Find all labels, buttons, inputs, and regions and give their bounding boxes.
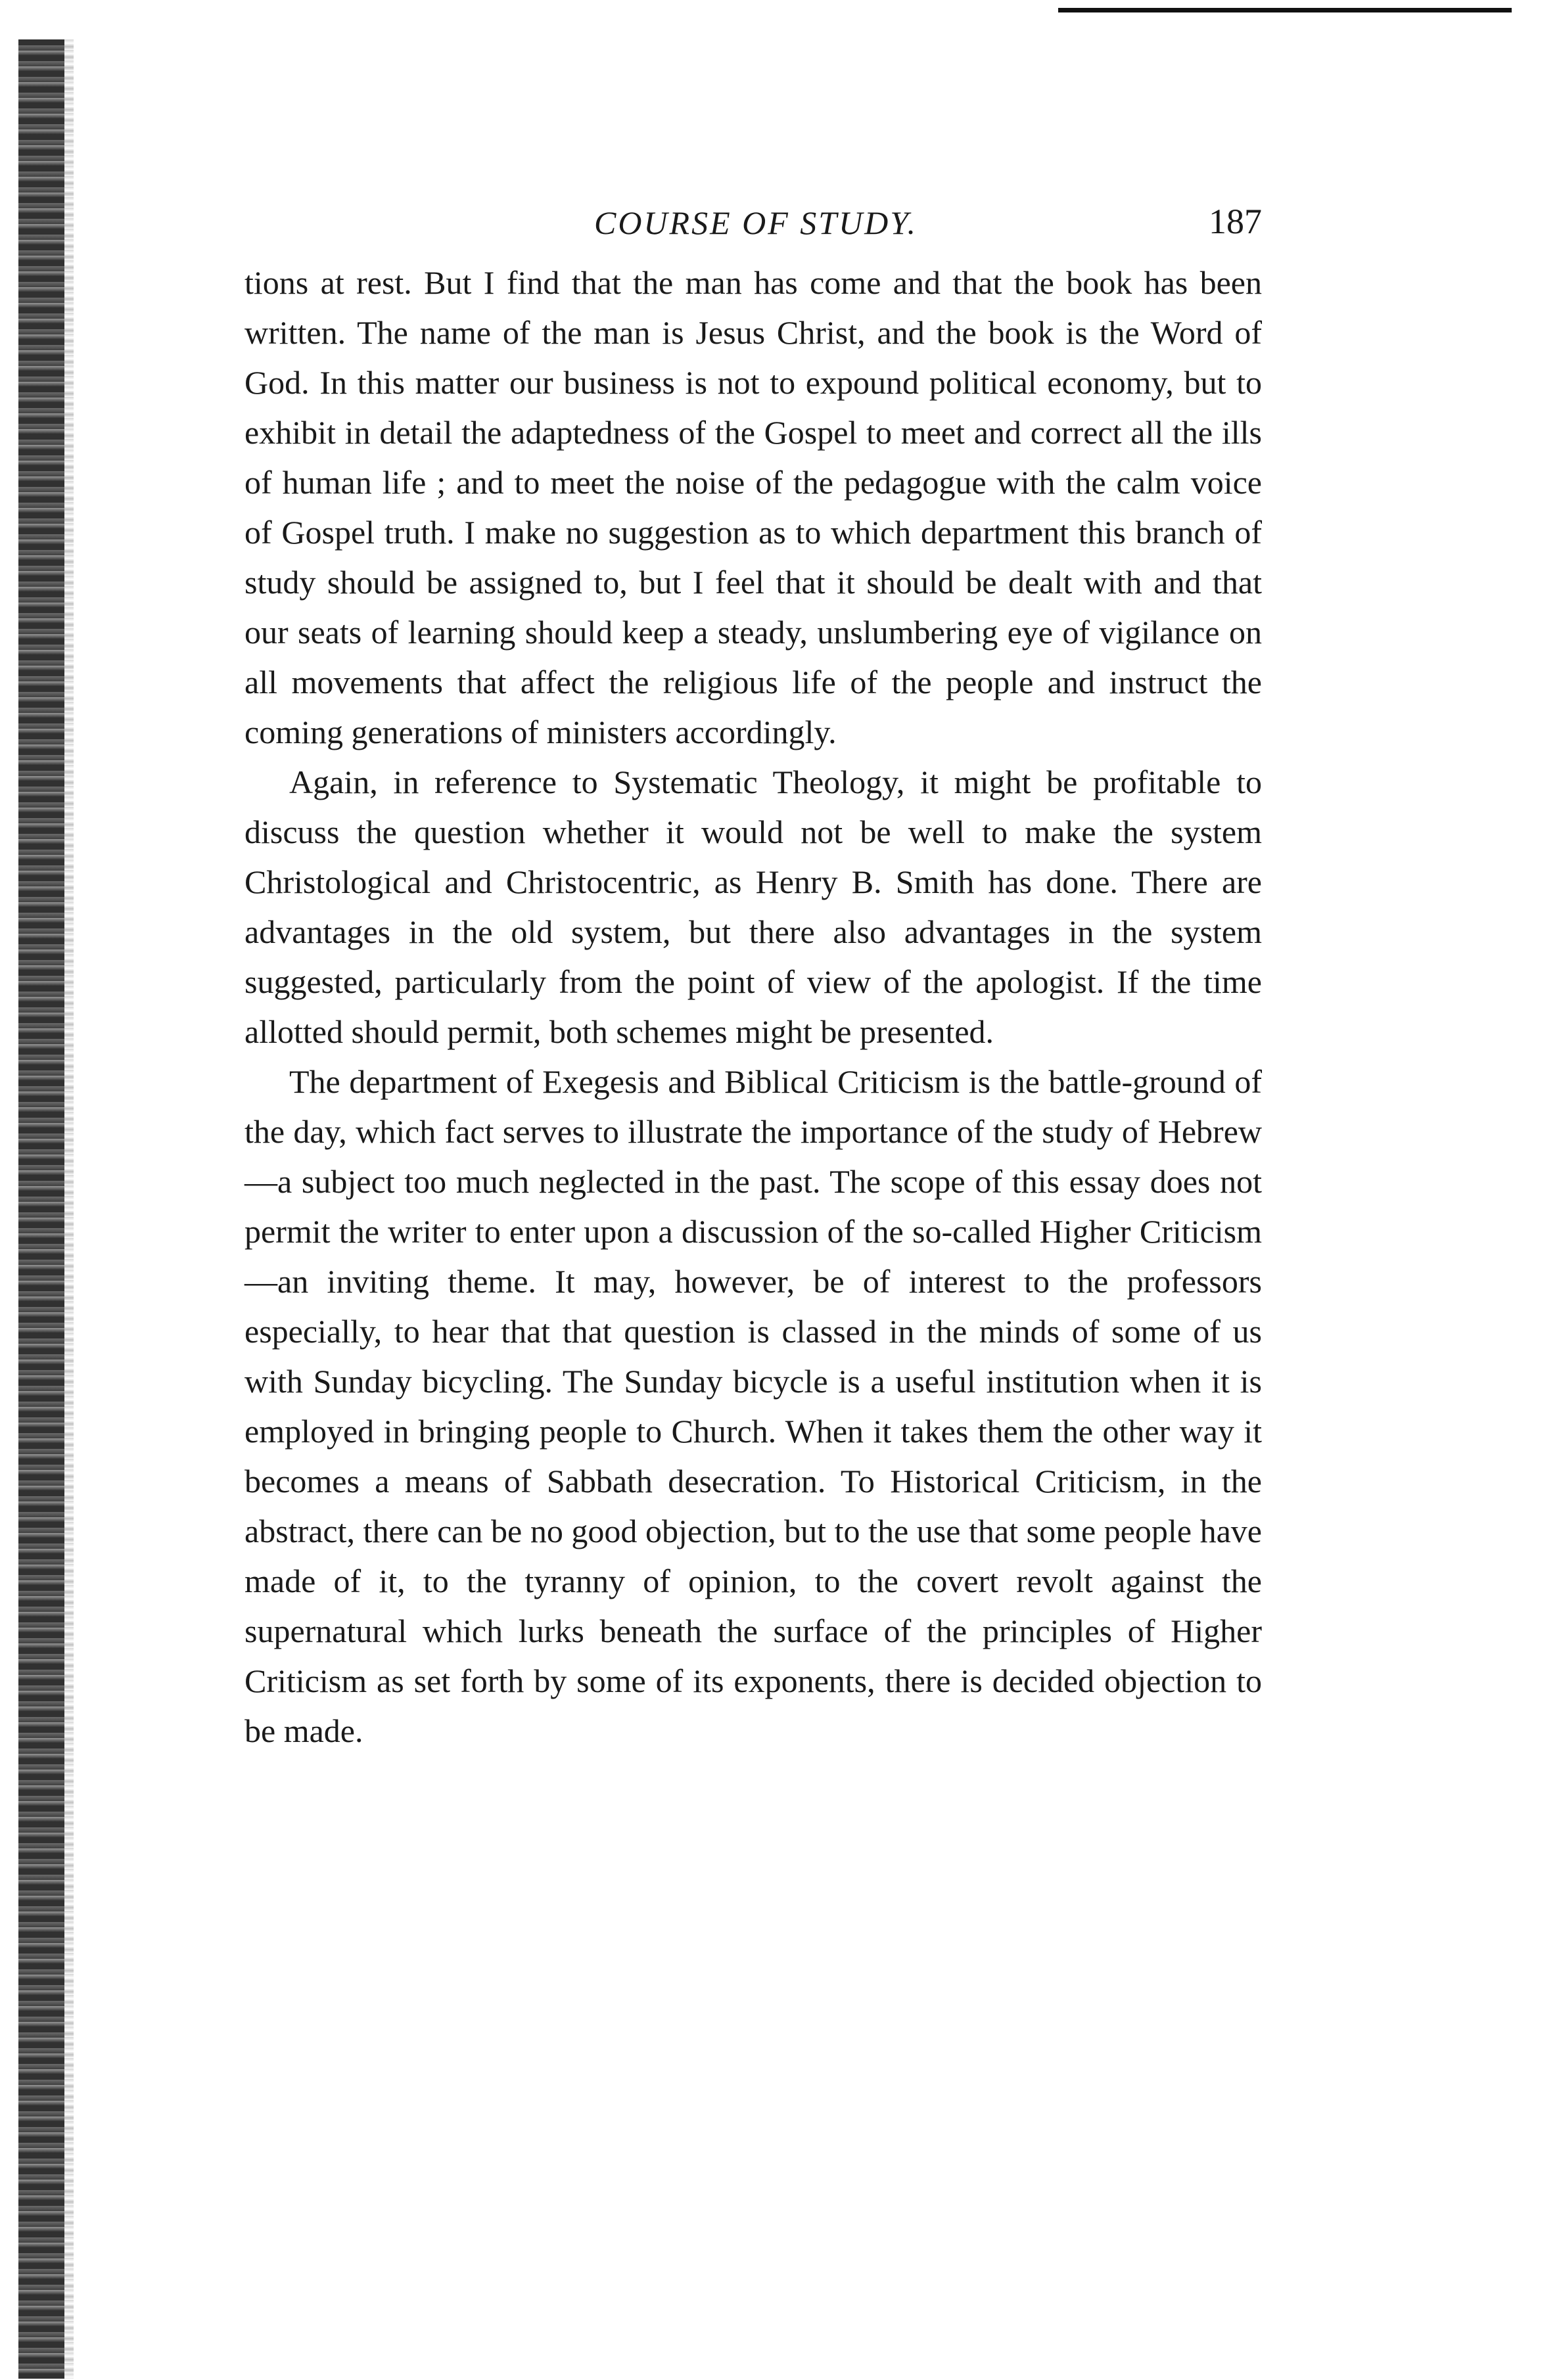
running-head [250,197,1262,256]
paragraph-3: The department of Exegesis and Biblical Criticism is the battle-ground of the day, which fact serves to illustrate the importance of the study of Hebrew—a subject too much neglected in the past. The scope of this essay does not permit the writer to enter upon a discussion of the so-called Higher Criticism—an inviting theme. It may, however, be of interest to the professors especially, to hear that that question is classed in the minds of some of us with Sunday bicycling. The Sunday bicycle is a useful institution when it is employed in bringing people to Church. When it takes them the other way it becomes a means of Sabbath desecration. To Historical Criticism, in the abstract, there can be no good objection, but to the use that some people have made of it, to the tyranny of opinion, to the covert revolt against the supernatural which lurks beneath the surface of the principles of Higher Criticism as set forth by some of its exponents, there is decided objection to be made. [244,1063,1262,1749]
scanned-binding-edge [18,39,64,2379]
paragraph-1: tions at rest. But I find that the man has come and that the book has been written. The name of the man is Jesus Christ, and the book is the Word of God. In this matter our business is not to expound political economy, but to exhibit in detail the adaptedness of the Gospel to meet and correct all the ills of human life ; and to meet the noise of the pedagogue with the calm voice of Gospel truth. I make no suggestion as to which department this branch of study should be assigned to, but I feel that it should be dealt with and that our seats of learning should keep a steady, unslumbering eye of vigilance on all movements that affect the religious life of the people and instruct the coming generations of ministers accordingly. [244,264,1262,750]
running-title: COURSE OF STUDY. [593,204,918,241]
paragraph-2: Again, in reference to Systematic Theology, it might be profitable to discuss the question whether it would not be well to make the system Christological and Christocentric, as Henry B. Smith has done. There are advantages in the old system, but there also advantages in the system suggested, particularly from the point of view of the apologist. If the time allotted should permit, both schemes might be presented. [244,764,1262,1050]
scanned-binding-shadow [64,39,74,2379]
top-scan-rule [1058,8,1512,12]
page-number: 187 [1209,202,1262,241]
body-text [244,258,1262,1756]
